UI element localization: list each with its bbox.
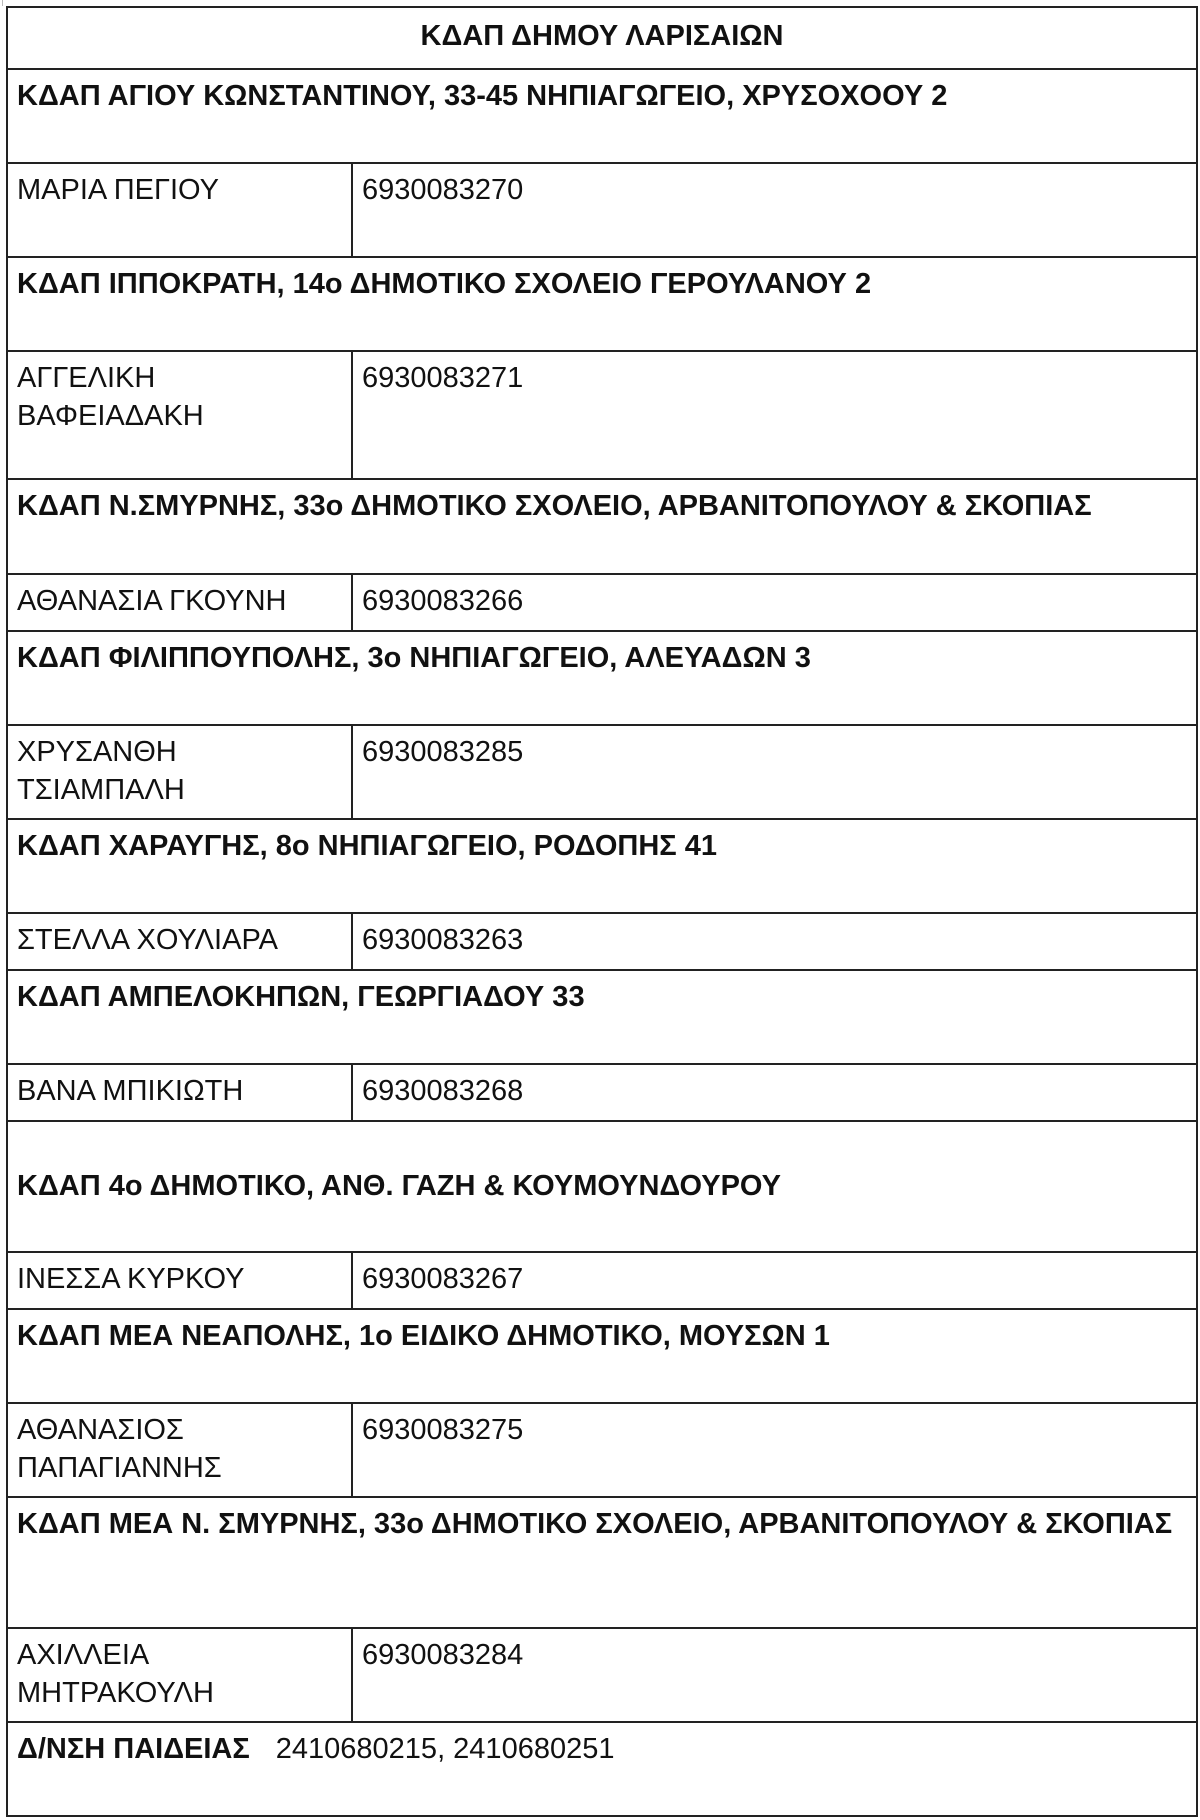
contact-row	[7, 1403, 1197, 1497]
contact-name: ΑΓΓΕΛΙΚΗ ΒΑΦΕΙΑΔΑΚΗ	[7, 351, 352, 479]
contact-phone: 6930083275	[352, 1403, 1197, 1497]
center-address-row	[7, 1121, 1197, 1252]
document-title: ΚΔΑΠ ΔΗΜΟΥ ΛΑΡΙΣΑΙΩΝ	[7, 7, 1197, 69]
contact-row	[7, 1064, 1197, 1121]
center-address-row	[7, 1497, 1197, 1628]
contact-row	[7, 163, 1197, 257]
contact-phone: 6930083271	[352, 351, 1197, 479]
center-address: ΚΔΑΠ ΜΕΑ ΝΕΑΠΟΛΗΣ, 1ο ΕΙΔΙΚΟ ΔΗΜΟΤΙΚΟ, ΜΟΥΣΩΝ 1	[7, 1309, 1197, 1403]
contact-name: ΑΘΑΝΑΣΙΟΣ ΠΑΠΑΓΙΑΝΝΗΣ	[7, 1403, 352, 1497]
footer-cell	[7, 1722, 1197, 1816]
center-address-row	[7, 970, 1197, 1064]
contact-name: ΜΑΡΙΑ ΠΕΓΙΟΥ	[7, 163, 352, 257]
center-address: ΚΔΑΠ ΜΕΑ Ν. ΣΜΥΡΝΗΣ, 33ο ΔΗΜΟΤΙΚΟ ΣΧΟΛΕΙΟ, ΑΡΒΑΝΙΤΟΠΟΥΛΟΥ & ΣΚΟΠΙΑΣ	[7, 1497, 1197, 1628]
contact-name: ΑΧΙΛΛΕΙΑ ΜΗΤΡΑΚΟΥΛΗ	[7, 1628, 352, 1722]
center-address-row	[7, 631, 1197, 725]
center-address: ΚΔΑΠ ΧΑΡΑΥΓΗΣ, 8ο ΝΗΠΙΑΓΩΓΕΙΟ, ΡΟΔΟΠΗΣ 41	[7, 819, 1197, 913]
center-address: ΚΔΑΠ Ν.ΣΜΥΡΝΗΣ, 33ο ΔΗΜΟΤΙΚΟ ΣΧΟΛΕΙΟ, ΑΡΒΑΝΙΤΟΠΟΥΛΟΥ & ΣΚΟΠΙΑΣ	[7, 479, 1197, 574]
title-row	[7, 7, 1197, 69]
center-address-row	[7, 69, 1197, 163]
contact-name: ΣΤΕΛΛΑ ΧΟΥΛΙΑΡΑ	[7, 913, 352, 970]
corner-mark	[2, 0, 3, 6]
center-address: ΚΔΑΠ ΙΠΠΟΚΡΑΤΗ, 14ο ΔΗΜΟΤΙΚΟ ΣΧΟΛΕΙΟ ΓΕΡΟΥΛΑΝΟΥ 2	[7, 257, 1197, 351]
contact-row	[7, 913, 1197, 970]
contact-row	[7, 351, 1197, 479]
contact-name: ΧΡΥΣΑΝΘΗ ΤΣΙΑΜΠΑΛΗ	[7, 725, 352, 819]
center-address-row	[7, 819, 1197, 913]
center-address-row	[7, 257, 1197, 351]
contact-phone: 6930083267	[352, 1252, 1197, 1309]
contact-phone: 6930083263	[352, 913, 1197, 970]
contact-name: ΒΑΝΑ ΜΠΙΚΙΩΤΗ	[7, 1064, 352, 1121]
center-address: ΚΔΑΠ 4ο ΔΗΜΟΤΙΚΟ, ΑΝΘ. ΓΑΖΗ & ΚΟΥΜΟΥΝΔΟΥΡΟΥ	[7, 1121, 1197, 1252]
contact-phone: 6930083270	[352, 163, 1197, 257]
contact-phone: 6930083268	[352, 1064, 1197, 1121]
contact-row	[7, 574, 1197, 631]
contact-name: ΙΝΕΣΣΑ ΚΥΡΚΟΥ	[7, 1252, 352, 1309]
center-address-row	[7, 479, 1197, 574]
footer-row	[7, 1722, 1197, 1816]
center-address-row	[7, 1309, 1197, 1403]
center-address: ΚΔΑΠ ΦΙΛΙΠΠΟΥΠΟΛΗΣ, 3ο ΝΗΠΙΑΓΩΓΕΙΟ, ΑΛΕΥΑΔΩΝ 3	[7, 631, 1197, 725]
contact-row	[7, 1252, 1197, 1309]
footer-phones: 2410680215, 2410680251	[275, 1733, 615, 1765]
contact-row	[7, 1628, 1197, 1722]
kdap-table	[6, 6, 1198, 1817]
footer-label: Δ/ΝΣΗ ΠΑΙΔΕΙΑΣ	[17, 1733, 250, 1765]
contact-phone: 6930083266	[352, 574, 1197, 631]
center-address: ΚΔΑΠ ΑΓΙΟΥ ΚΩΝΣΤΑΝΤΙΝΟΥ, 33-45 ΝΗΠΙΑΓΩΓΕΙΟ, ΧΡΥΣΟΧΟΟΥ 2	[7, 69, 1197, 163]
contact-row	[7, 725, 1197, 819]
contact-phone: 6930083284	[352, 1628, 1197, 1722]
contact-name: ΑΘΑΝΑΣΙΑ ΓΚΟΥΝΗ	[7, 574, 352, 631]
contact-phone: 6930083285	[352, 725, 1197, 819]
center-address: ΚΔΑΠ ΑΜΠΕΛΟΚΗΠΩΝ, ΓΕΩΡΓΙΑΔΟΥ 33	[7, 970, 1197, 1064]
